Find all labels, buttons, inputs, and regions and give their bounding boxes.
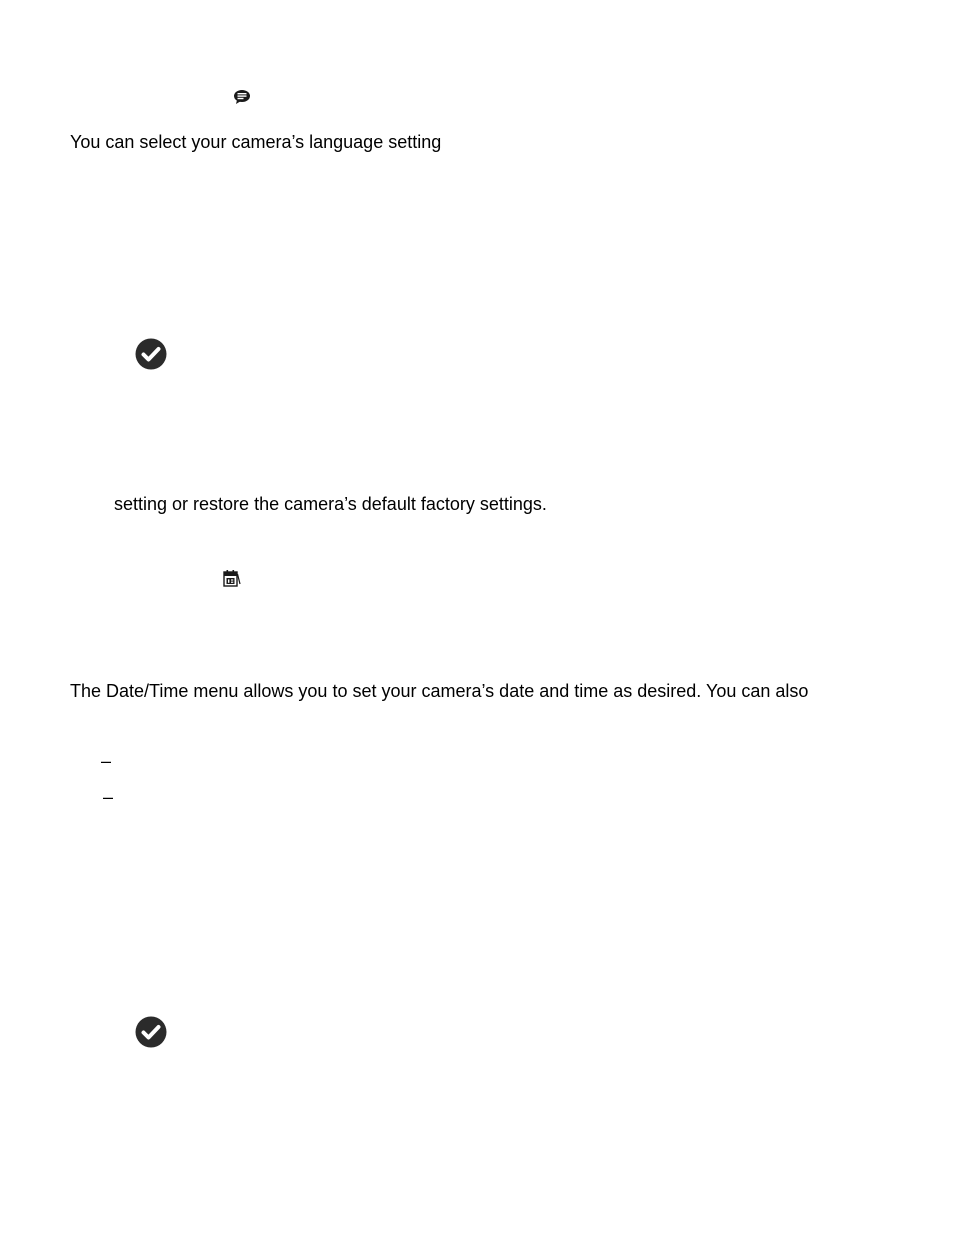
checkmark-circle-icon — [135, 1016, 167, 1048]
language-speech-bubble-icon — [233, 89, 251, 105]
checkmark-circle-icon — [135, 338, 167, 370]
language-intro-text: You can select your camera’s language setting — [70, 132, 442, 152]
list-dash-1: – — [101, 751, 112, 771]
list-dash-2: – — [103, 787, 114, 807]
datetime-intro-text: The Date/Time menu allows you to set your camera’s date and time as desired. You can also — [70, 681, 809, 701]
calendar-clock-icon — [223, 569, 241, 587]
reset-settings-text: setting or restore the camera’s default factory settings. — [114, 494, 547, 514]
